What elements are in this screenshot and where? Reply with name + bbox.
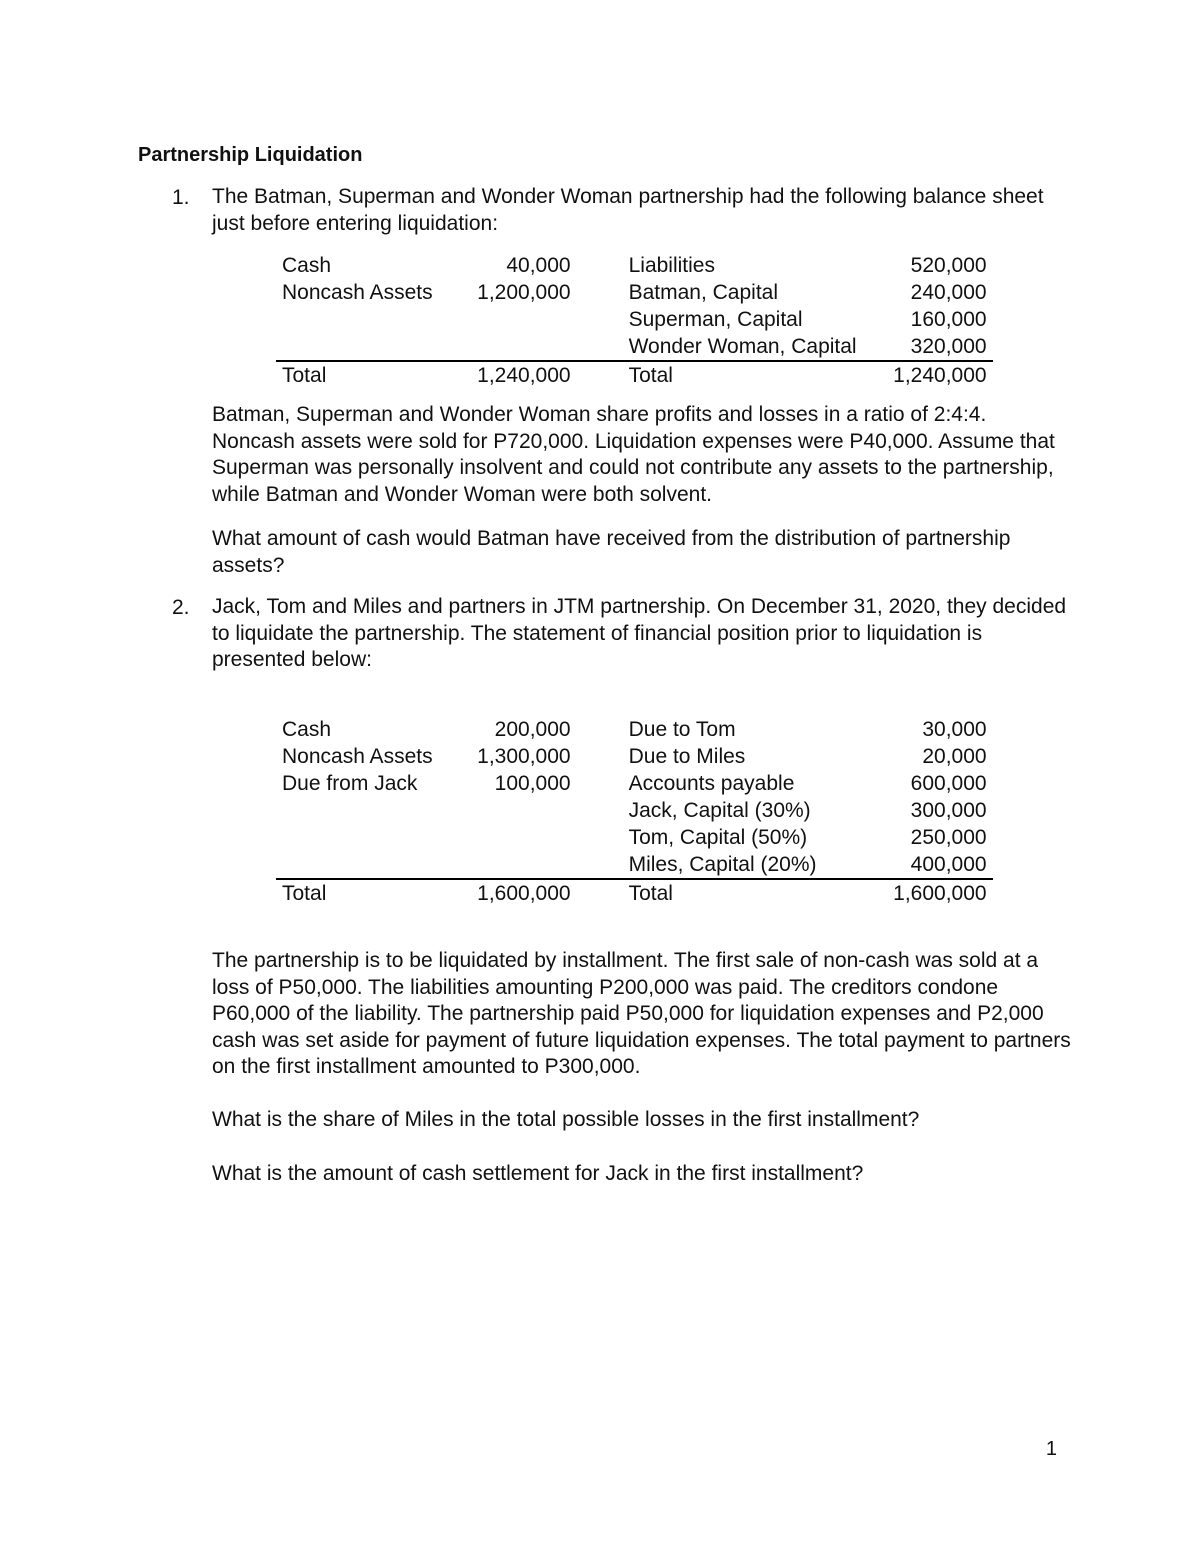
asset-amount: 100,000 — [494, 772, 571, 795]
equity-amount: 20,000 — [922, 745, 987, 768]
total-amount: 1,240,000 — [873, 361, 993, 389]
equity-label: Miles, Capital (20%) — [628, 853, 817, 876]
asset-amount: 40,000 — [506, 254, 571, 277]
equity-amount: 400,000 — [910, 853, 987, 876]
asset-label: Noncash Assets — [282, 281, 433, 304]
asset-amount — [437, 333, 577, 361]
equity-amount: 30,000 — [922, 718, 987, 741]
asset-amount: 200,000 — [494, 718, 571, 741]
asset-amount — [437, 797, 577, 824]
table-row — [276, 252, 993, 279]
asset-amount — [437, 851, 577, 879]
question-2-question-b: What is the amount of cash settlement for Jack in the first installment? — [212, 1162, 864, 1185]
asset-label — [276, 333, 437, 361]
question-1-paragraph: Batman, Superman and Wonder Woman share profits and losses in a ratio of 2:4:4. Noncash assets were sold for P720,000. Liquidation expenses were P40,000. Assume that Superman was personally insolvent and could not contribute any assets to the partnership, while Batman and Wonder Woman were both solvent. — [212, 403, 1055, 506]
asset-label — [276, 851, 437, 879]
question-2-question-a: What is the share of Miles in the total possible losses in the first installment? — [212, 1108, 920, 1131]
page-title: Partnership Liquidation — [138, 144, 363, 166]
total-label: Total — [276, 361, 437, 389]
asset-label: Noncash Assets — [282, 745, 433, 768]
equity-amount: 240,000 — [910, 281, 987, 304]
table-row — [276, 306, 993, 333]
balance-sheet-1 — [276, 252, 993, 389]
equity-label: Superman, Capital — [628, 308, 803, 331]
total-label: Total — [625, 361, 873, 389]
total-label: Total — [276, 879, 437, 907]
total-row — [276, 879, 993, 907]
equity-amount: 520,000 — [910, 254, 987, 277]
balance-sheet-2 — [276, 716, 993, 907]
asset-amount — [437, 824, 577, 851]
equity-label: Batman, Capital — [628, 281, 779, 304]
equity-amount: 600,000 — [910, 772, 987, 795]
question-1-intro: The Batman, Superman and Wonder Woman partnership had the following balance sheet just before entering liquidation: — [212, 185, 1044, 235]
equity-amount: 320,000 — [910, 335, 987, 358]
question-2-intro: Jack, Tom and Miles and partners in JTM partnership. On December 31, 2020, they decided to liquidate the partnership. The statement of financial position prior to liquidation is presented below: — [212, 595, 1067, 671]
asset-label: Cash — [282, 718, 332, 741]
asset-label — [276, 306, 437, 333]
total-label: Total — [625, 879, 873, 907]
total-amount: 1,240,000 — [437, 361, 577, 389]
question-1-number: 1. — [172, 186, 190, 209]
table-row — [276, 716, 993, 743]
question-2-paragraph: The partnership is to be liquidated by installment. The first sale of non-cash was sold at a loss of P50,000. The liabilities amounting P200,000 was paid. The creditors condone P60,000 of the liability. The partnership paid P50,000 for liquidation expenses and P2,000 cash was set aside for payment of future liquidation expenses. The total payment to partners on the first installment amounted to P300,000. — [212, 949, 1071, 1078]
equity-amount: 250,000 — [910, 826, 987, 849]
question-1-question: What amount of cash would Batman have received from the distribution of partnership assets? — [212, 527, 1011, 577]
table-row — [276, 797, 993, 824]
equity-label: Tom, Capital (50%) — [628, 826, 808, 849]
equity-label: Jack, Capital (30%) — [628, 799, 811, 822]
page-number: 1 — [1045, 1438, 1057, 1460]
table-row — [276, 279, 993, 306]
asset-label — [276, 824, 437, 851]
total-row — [276, 361, 993, 389]
equity-label: Liabilities — [628, 254, 715, 277]
total-amount: 1,600,000 — [437, 879, 577, 907]
equity-label: Due to Tom — [628, 718, 736, 741]
table-row — [276, 770, 993, 797]
equity-label: Accounts payable — [628, 772, 795, 795]
table-row — [276, 824, 993, 851]
equity-amount: 300,000 — [910, 799, 987, 822]
asset-amount — [437, 306, 577, 333]
asset-label: Cash — [282, 254, 332, 277]
table-row — [276, 333, 993, 361]
asset-label: Due from Jack — [282, 772, 418, 795]
asset-label — [276, 797, 437, 824]
equity-label: Due to Miles — [628, 745, 746, 768]
question-2-number: 2. — [172, 596, 190, 619]
asset-amount: 1,300,000 — [477, 745, 571, 768]
equity-label: Wonder Woman, Capital — [628, 335, 857, 358]
table-row — [276, 851, 993, 879]
total-amount: 1,600,000 — [873, 879, 993, 907]
table-row — [276, 743, 993, 770]
equity-amount: 160,000 — [910, 308, 987, 331]
asset-amount: 1,200,000 — [477, 281, 571, 304]
